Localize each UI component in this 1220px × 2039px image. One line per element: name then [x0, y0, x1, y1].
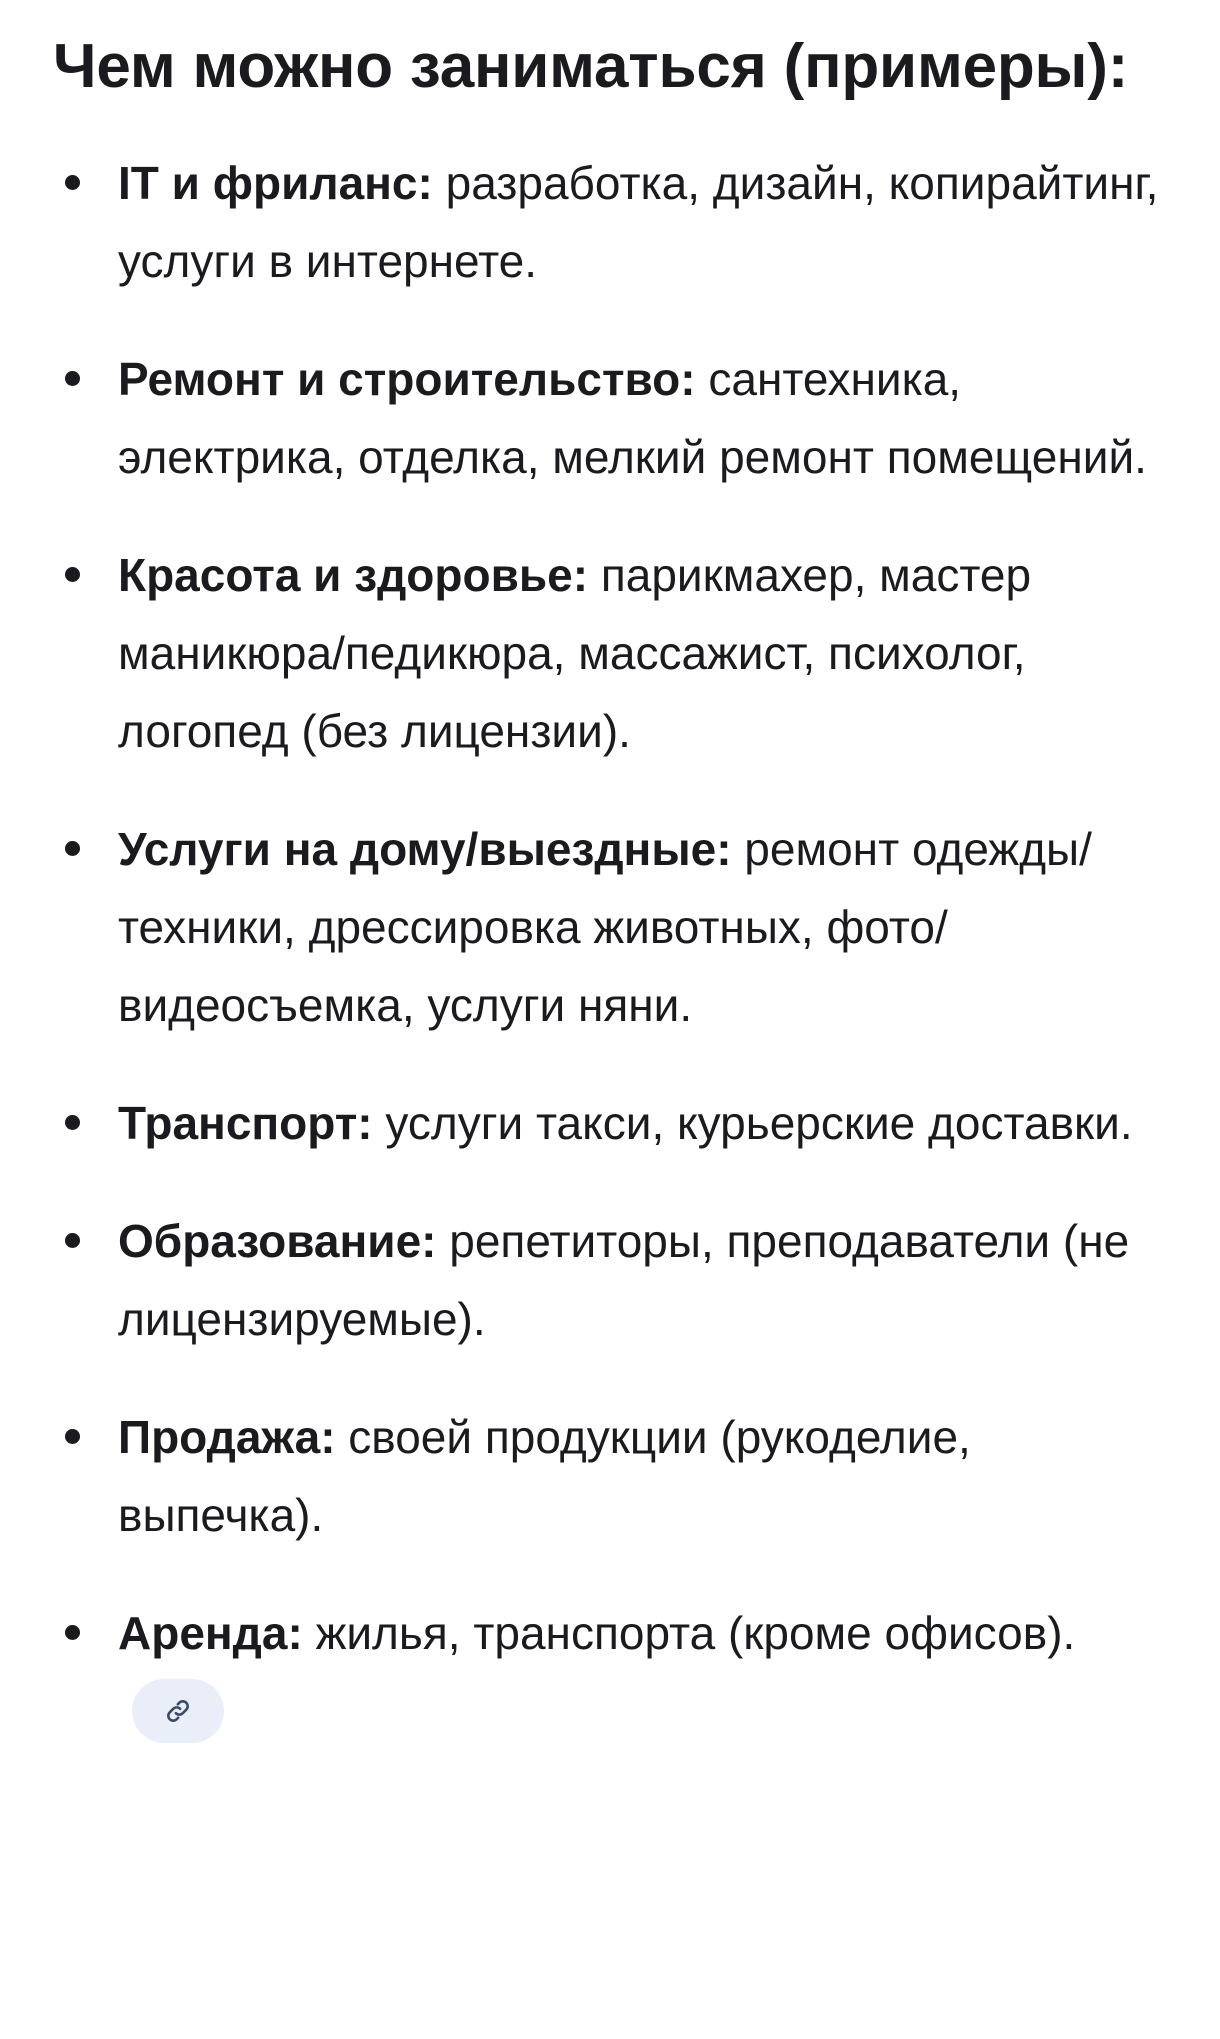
list-item: [53, 810, 1160, 1044]
list-item-term: IT и фриланс:: [118, 157, 433, 209]
list-item: [53, 144, 1160, 300]
list-item-text: репетиторы, преподаватели (не лицензируемые).: [118, 1215, 1130, 1345]
list-item: [53, 1398, 1160, 1554]
link-icon: [165, 1698, 191, 1724]
list-item-text: разработка, дизайн, копирайтинг, услуги в интернете.: [118, 157, 1159, 287]
list-item-text: своей продукции (рукоделие, выпечка).: [118, 1411, 971, 1541]
list-item-text: жилья, транспорта (кроме офисов).: [302, 1607, 1076, 1659]
source-link-button[interactable]: [132, 1679, 224, 1743]
bullet-icon: [65, 175, 80, 190]
list-item-text: услуги такси, курьерские доставки.: [372, 1097, 1133, 1149]
list-item-text: парикмахер, мастер маникюра/педикюра, массажист, психолог, логопед (без лицензии).: [118, 549, 1032, 757]
bullet-icon: [65, 567, 80, 582]
list-item-term: Продажа:: [118, 1411, 336, 1463]
examples-list: [53, 144, 1160, 1750]
list-item: [53, 1084, 1160, 1162]
bullet-icon: [65, 1429, 80, 1444]
list-item-text: сантехника, электрика, отделка, мелкий ремонт помещений.: [118, 353, 1147, 483]
list-item: [53, 340, 1160, 496]
bullet-icon: [65, 841, 80, 856]
list-item-term: Ремонт и строительство:: [118, 353, 696, 405]
bullet-icon: [65, 1625, 80, 1640]
section-heading: Чем можно заниматься (примеры):: [53, 32, 1129, 101]
list-item-text: ремонт одежды/техники, дрессировка животных, фото/видеосъемка, услуги няни.: [118, 823, 1092, 1031]
list-item-term: Красота и здоровье:: [118, 549, 589, 601]
bullet-icon: [65, 1115, 80, 1130]
list-item-term: Аренда:: [118, 1607, 303, 1659]
bullet-icon: [65, 371, 80, 386]
list-item: [53, 536, 1160, 770]
bullet-icon: [65, 1233, 80, 1248]
list-item-term: Транспорт:: [118, 1097, 373, 1149]
list-item: [53, 1202, 1160, 1358]
list-item-term: Услуги на дому/выездные:: [118, 823, 732, 875]
list-item: [53, 1594, 1160, 1750]
list-item-term: Образование:: [118, 1215, 437, 1267]
